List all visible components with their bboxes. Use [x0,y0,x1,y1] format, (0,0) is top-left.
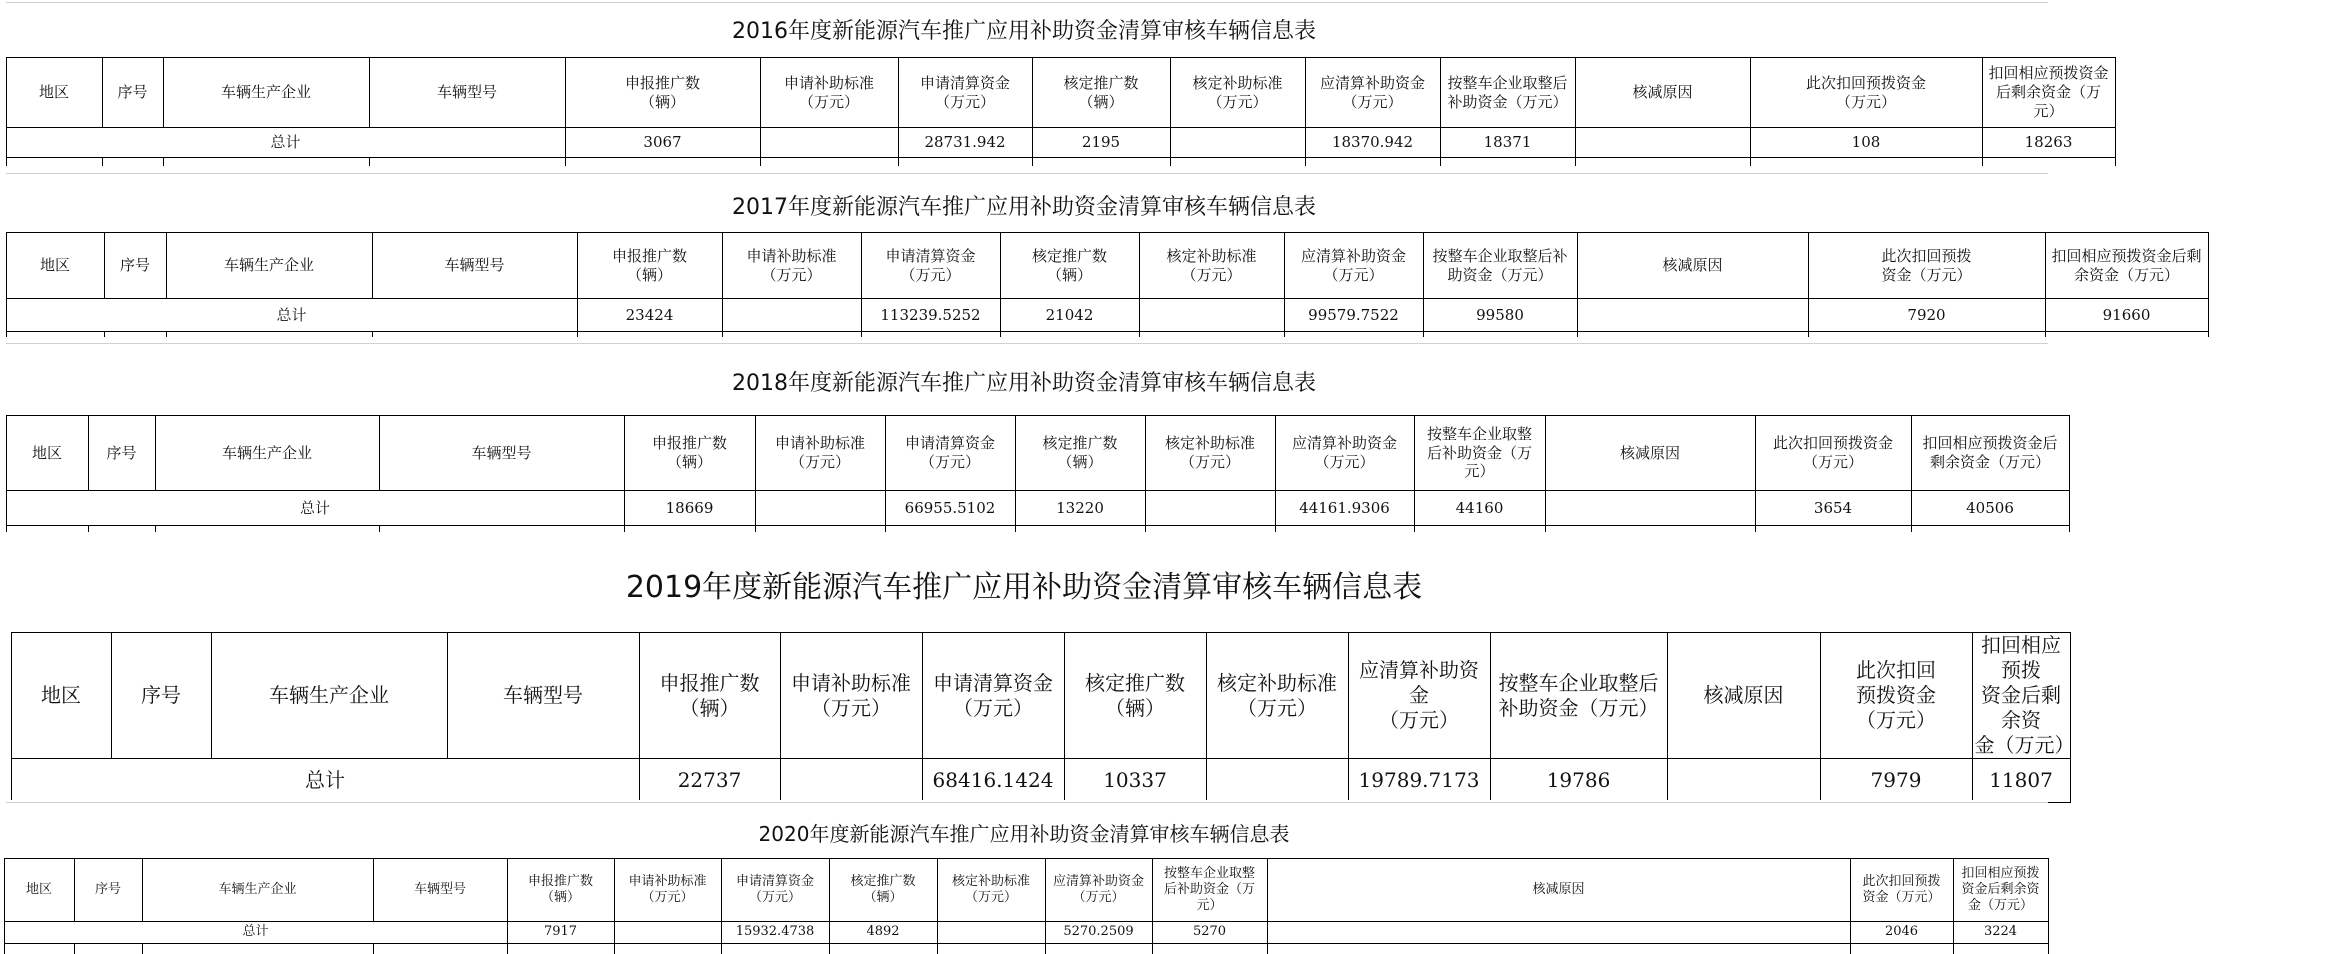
column-header: 申报推广数 （辆） [507,859,614,922]
column-header: 地区 [11,633,111,759]
subsidy-table [0,232,2344,337]
total-cell: 2046 [1850,922,1953,944]
clipped-cell [1575,158,1750,166]
clipped-cell [1911,526,2069,532]
clipped-cell [1545,526,1755,532]
clipped-cell [88,526,155,532]
clipped-cell [624,526,755,532]
column-header: 按整车企业取整后 补助资金（万元） [1490,633,1667,759]
total-cell [614,922,721,944]
total-cell [1139,299,1284,332]
clipped-cell [379,526,624,532]
total-cell [1545,491,1755,526]
header-row [0,58,2247,128]
column-header: 此次扣回 预拨资金 （万元） [1820,633,1972,759]
total-cell: 18370.942 [1305,128,1440,158]
header-row [0,633,2172,759]
column-header: 地区 [6,416,88,491]
total-cell: 11807 [1972,759,2070,803]
table-block-2019 [0,540,2075,800]
column-header: 核减原因 [1267,859,1850,922]
clipped-cell [1152,944,1267,954]
total-label: 总计 [6,299,577,332]
column-header: 申请补助标准 （万元） [614,859,721,922]
clipped-cell [163,158,369,166]
clipped-cell [2045,332,2208,337]
clipped-cell [1982,158,2115,166]
column-header: 扣回相应预拨资金后 剩余资金（万元） [1911,416,2069,491]
column-header: 序号 [104,233,166,299]
total-cell: 23424 [577,299,722,332]
column-header: 车辆生产企业 [211,633,447,759]
column-header: 核定推广数 （辆） [829,859,937,922]
clipped-cell [1170,158,1305,166]
total-cell: 91660 [2045,299,2208,332]
total-label: 总计 [6,128,565,158]
clipped-cell [565,158,760,166]
column-header: 核减原因 [1575,58,1750,128]
clipped-cell [1284,332,1423,337]
total-cell: 40506 [1911,491,2069,526]
clipped-cell [1808,332,2045,337]
table-block-2016 [0,0,2109,170]
table-block-2017 [0,170,2202,340]
clipped-cell [166,332,372,337]
total-cell: 21042 [1000,299,1139,332]
clipped-cell [1275,526,1414,532]
column-header: 车辆生产企业 [142,859,373,922]
column-header: 地区 [6,233,104,299]
clipped-cell [4,944,74,954]
column-header: 核减原因 [1577,233,1808,299]
column-header: 应清算补助资金 （万元） [1305,58,1440,128]
total-cell: 108 [1750,128,1982,158]
total-cell: 13220 [1015,491,1145,526]
clipped-cell [755,526,885,532]
clipped-row [0,158,2247,166]
total-label: 总计 [11,759,639,803]
column-header: 申报推广数 （辆） [565,58,760,128]
clipped-cell [104,332,166,337]
total-label: 总计 [6,491,624,526]
clipped-cell [1850,944,1953,954]
column-header: 按整车企业取整后 补助资金（万元） [1440,58,1575,128]
table-block-2020 [0,800,2048,953]
total-cell: 7917 [507,922,614,944]
total-cell: 28731.942 [898,128,1032,158]
total-cell: 3224 [1953,922,2048,944]
column-header: 核定补助标准 （万元） [1170,58,1305,128]
column-header: 此次扣回预拨资金 （万元） [1750,58,1982,128]
total-cell: 19786 [1490,759,1667,803]
total-cell: 44160 [1414,491,1545,526]
total-label: 总计 [4,922,507,944]
clipped-cell [1414,526,1545,532]
column-header: 核定补助标准 （万元） [937,859,1045,922]
clipped-cell [1139,332,1284,337]
column-header: 申请补助标准 （万元） [722,233,861,299]
table-title: 2017年度新能源汽车推广应用补助资金清算审核车辆信息表 [732,195,1316,220]
table-title: 2018年度新能源汽车推广应用补助资金清算审核车辆信息表 [732,371,1316,396]
column-header: 申请清算资金 （万元） [922,633,1064,759]
column-header: 申请补助标准 （万元） [760,58,898,128]
column-header: 扣回相应预拨资金 后剩余资金（万 元） [1982,58,2115,128]
clipped-cell [1755,526,1911,532]
total-cell: 113239.5252 [861,299,1000,332]
column-header: 申报推广数 （辆） [624,416,755,491]
column-header: 序号 [74,859,142,922]
clipped-cell [1145,526,1275,532]
column-header: 扣回相应预拨资金后剩 余资金（万元） [2045,233,2208,299]
row-gutter [0,633,11,759]
column-header: 车辆生产企业 [155,416,379,491]
column-header: 申请清算资金 （万元） [898,58,1032,128]
total-cell: 7920 [1808,299,2045,332]
clipped-cell [1953,944,2048,954]
clipped-cell [74,944,142,954]
clipped-cell [373,944,507,954]
clipped-cell [937,944,1045,954]
column-header: 核减原因 [1545,416,1755,491]
clipped-cell [6,332,104,337]
column-header: 序号 [102,58,163,128]
column-header: 车辆型号 [369,58,565,128]
subsidy-table [0,415,2070,532]
total-cell [1667,759,1820,803]
clipped-cell [155,526,379,532]
column-header: 地区 [4,859,74,922]
column-header: 车辆生产企业 [163,58,369,128]
total-cell: 2195 [1032,128,1170,158]
clipped-cell [614,944,721,954]
total-cell [755,491,885,526]
total-cell: 3654 [1755,491,1911,526]
total-cell [1577,299,1808,332]
clipped-row [0,526,2069,532]
header-row [0,416,2069,491]
clipped-cell [102,158,163,166]
total-cell: 4892 [829,922,937,944]
clipped-cell [1440,158,1575,166]
column-header: 核定推广数 （辆） [1000,233,1139,299]
total-cell: 68416.1424 [922,759,1064,803]
total-row [0,922,2048,944]
table-block-2018 [0,340,2058,540]
column-header: 序号 [88,416,155,491]
total-cell [1145,491,1275,526]
clipped-cell [1577,332,1808,337]
column-header: 按整车企业取整 后补助资金（万 元） [1152,859,1267,922]
column-header: 申报推广数 （辆） [639,633,780,759]
total-cell: 5270.2509 [1045,922,1152,944]
total-row [0,128,2247,158]
column-header: 核定推广数 （辆） [1015,416,1145,491]
total-cell: 18263 [1982,128,2115,158]
clipped-cell [760,158,898,166]
column-header: 车辆型号 [373,859,507,922]
column-header: 车辆生产企业 [166,233,372,299]
total-row [0,759,2172,803]
total-cell: 22737 [639,759,780,803]
clipped-cell [898,158,1032,166]
subsidy-table [0,632,2172,803]
total-cell [1206,759,1348,803]
column-header: 应清算补助资金 （万元） [1045,859,1152,922]
clipped-cell [369,158,565,166]
header-row [0,859,2048,922]
column-header: 车辆型号 [447,633,639,759]
clipped-cell [722,332,861,337]
clipped-cell [1015,526,1145,532]
clipped-cell [1045,944,1152,954]
column-header: 应清算补助资金 （万元） [1284,233,1423,299]
clipped-cell [885,526,1015,532]
clipped-cell [721,944,829,954]
total-cell: 66955.5102 [885,491,1015,526]
column-header: 申请清算资金 （万元） [721,859,829,922]
header-row [0,233,2344,299]
total-cell [1170,128,1305,158]
column-header: 核定推广数 （辆） [1064,633,1206,759]
total-cell: 7979 [1820,759,1972,803]
total-cell: 18371 [1440,128,1575,158]
total-cell [1575,128,1750,158]
clipped-cell [1000,332,1139,337]
column-header: 应清算补助资金 （万元） [1275,416,1414,491]
column-header: 应清算补助资 金 （万元） [1348,633,1490,759]
column-header: 申请清算资金 （万元） [861,233,1000,299]
column-header: 此次扣回预拨 资金（万元） [1850,859,1953,922]
column-header: 核定补助标准 （万元） [1206,633,1348,759]
total-cell [937,922,1045,944]
column-header: 申请补助标准 （万元） [755,416,885,491]
column-header: 此次扣回预拨 资金（万元） [1808,233,2045,299]
clipped-cell [1032,158,1170,166]
clipped-cell [829,944,937,954]
total-cell: 19789.7173 [1348,759,1490,803]
column-header: 申请清算资金 （万元） [885,416,1015,491]
column-header: 核定补助标准 （万元） [1139,233,1284,299]
column-header: 按整车企业取整 后补助资金（万 元） [1414,416,1545,491]
column-header: 申请补助标准 （万元） [780,633,922,759]
total-cell: 3067 [565,128,760,158]
column-header: 车辆型号 [379,416,624,491]
column-header: 此次扣回预拨资金 （万元） [1755,416,1911,491]
column-header: 地区 [6,58,102,128]
column-header: 扣回相应预拨 资金后剩余资 金（万元） [1972,633,2070,759]
total-cell: 99580 [1423,299,1577,332]
total-cell [722,299,861,332]
total-cell: 18669 [624,491,755,526]
column-header: 按整车企业取整后补 助资金（万元） [1423,233,1577,299]
column-header: 扣回相应预拨 资金后剩余资 金（万元） [1953,859,2048,922]
clipped-cell [1423,332,1577,337]
clipped-row [0,332,2344,337]
total-cell: 5270 [1152,922,1267,944]
column-header: 车辆型号 [372,233,577,299]
clipped-row [0,944,2048,954]
column-header: 核定补助标准 （万元） [1145,416,1275,491]
total-cell [760,128,898,158]
total-cell: 15932.4738 [721,922,829,944]
clipped-cell [1750,158,1982,166]
clipped-cell [1305,158,1440,166]
clipped-cell [1267,944,1850,954]
total-cell: 10337 [1064,759,1206,803]
table-title: 2020年度新能源汽车推广应用补助资金清算审核车辆信息表 [758,822,1290,846]
subsidy-table [0,57,2247,166]
clipped-cell [507,944,614,954]
column-header: 申报推广数 （辆） [577,233,722,299]
clipped-cell [142,944,373,954]
clipped-cell [6,526,88,532]
total-cell [1267,922,1850,944]
clipped-cell [577,332,722,337]
subsidy-table [0,858,2049,954]
total-row [0,299,2344,332]
total-row [0,491,2069,526]
clipped-cell [372,332,577,337]
row-gutter [0,759,11,803]
clipped-cell [6,158,102,166]
column-header: 核减原因 [1667,633,1820,759]
column-header: 核定推广数 （辆） [1032,58,1170,128]
clipped-cell [861,332,1000,337]
total-cell: 99579.7522 [1284,299,1423,332]
total-cell [780,759,922,803]
column-header: 序号 [111,633,211,759]
total-cell: 44161.9306 [1275,491,1414,526]
table-title: 2019年度新能源汽车推广应用补助资金清算审核车辆信息表 [625,570,1423,605]
table-title: 2016年度新能源汽车推广应用补助资金清算审核车辆信息表 [732,19,1316,44]
